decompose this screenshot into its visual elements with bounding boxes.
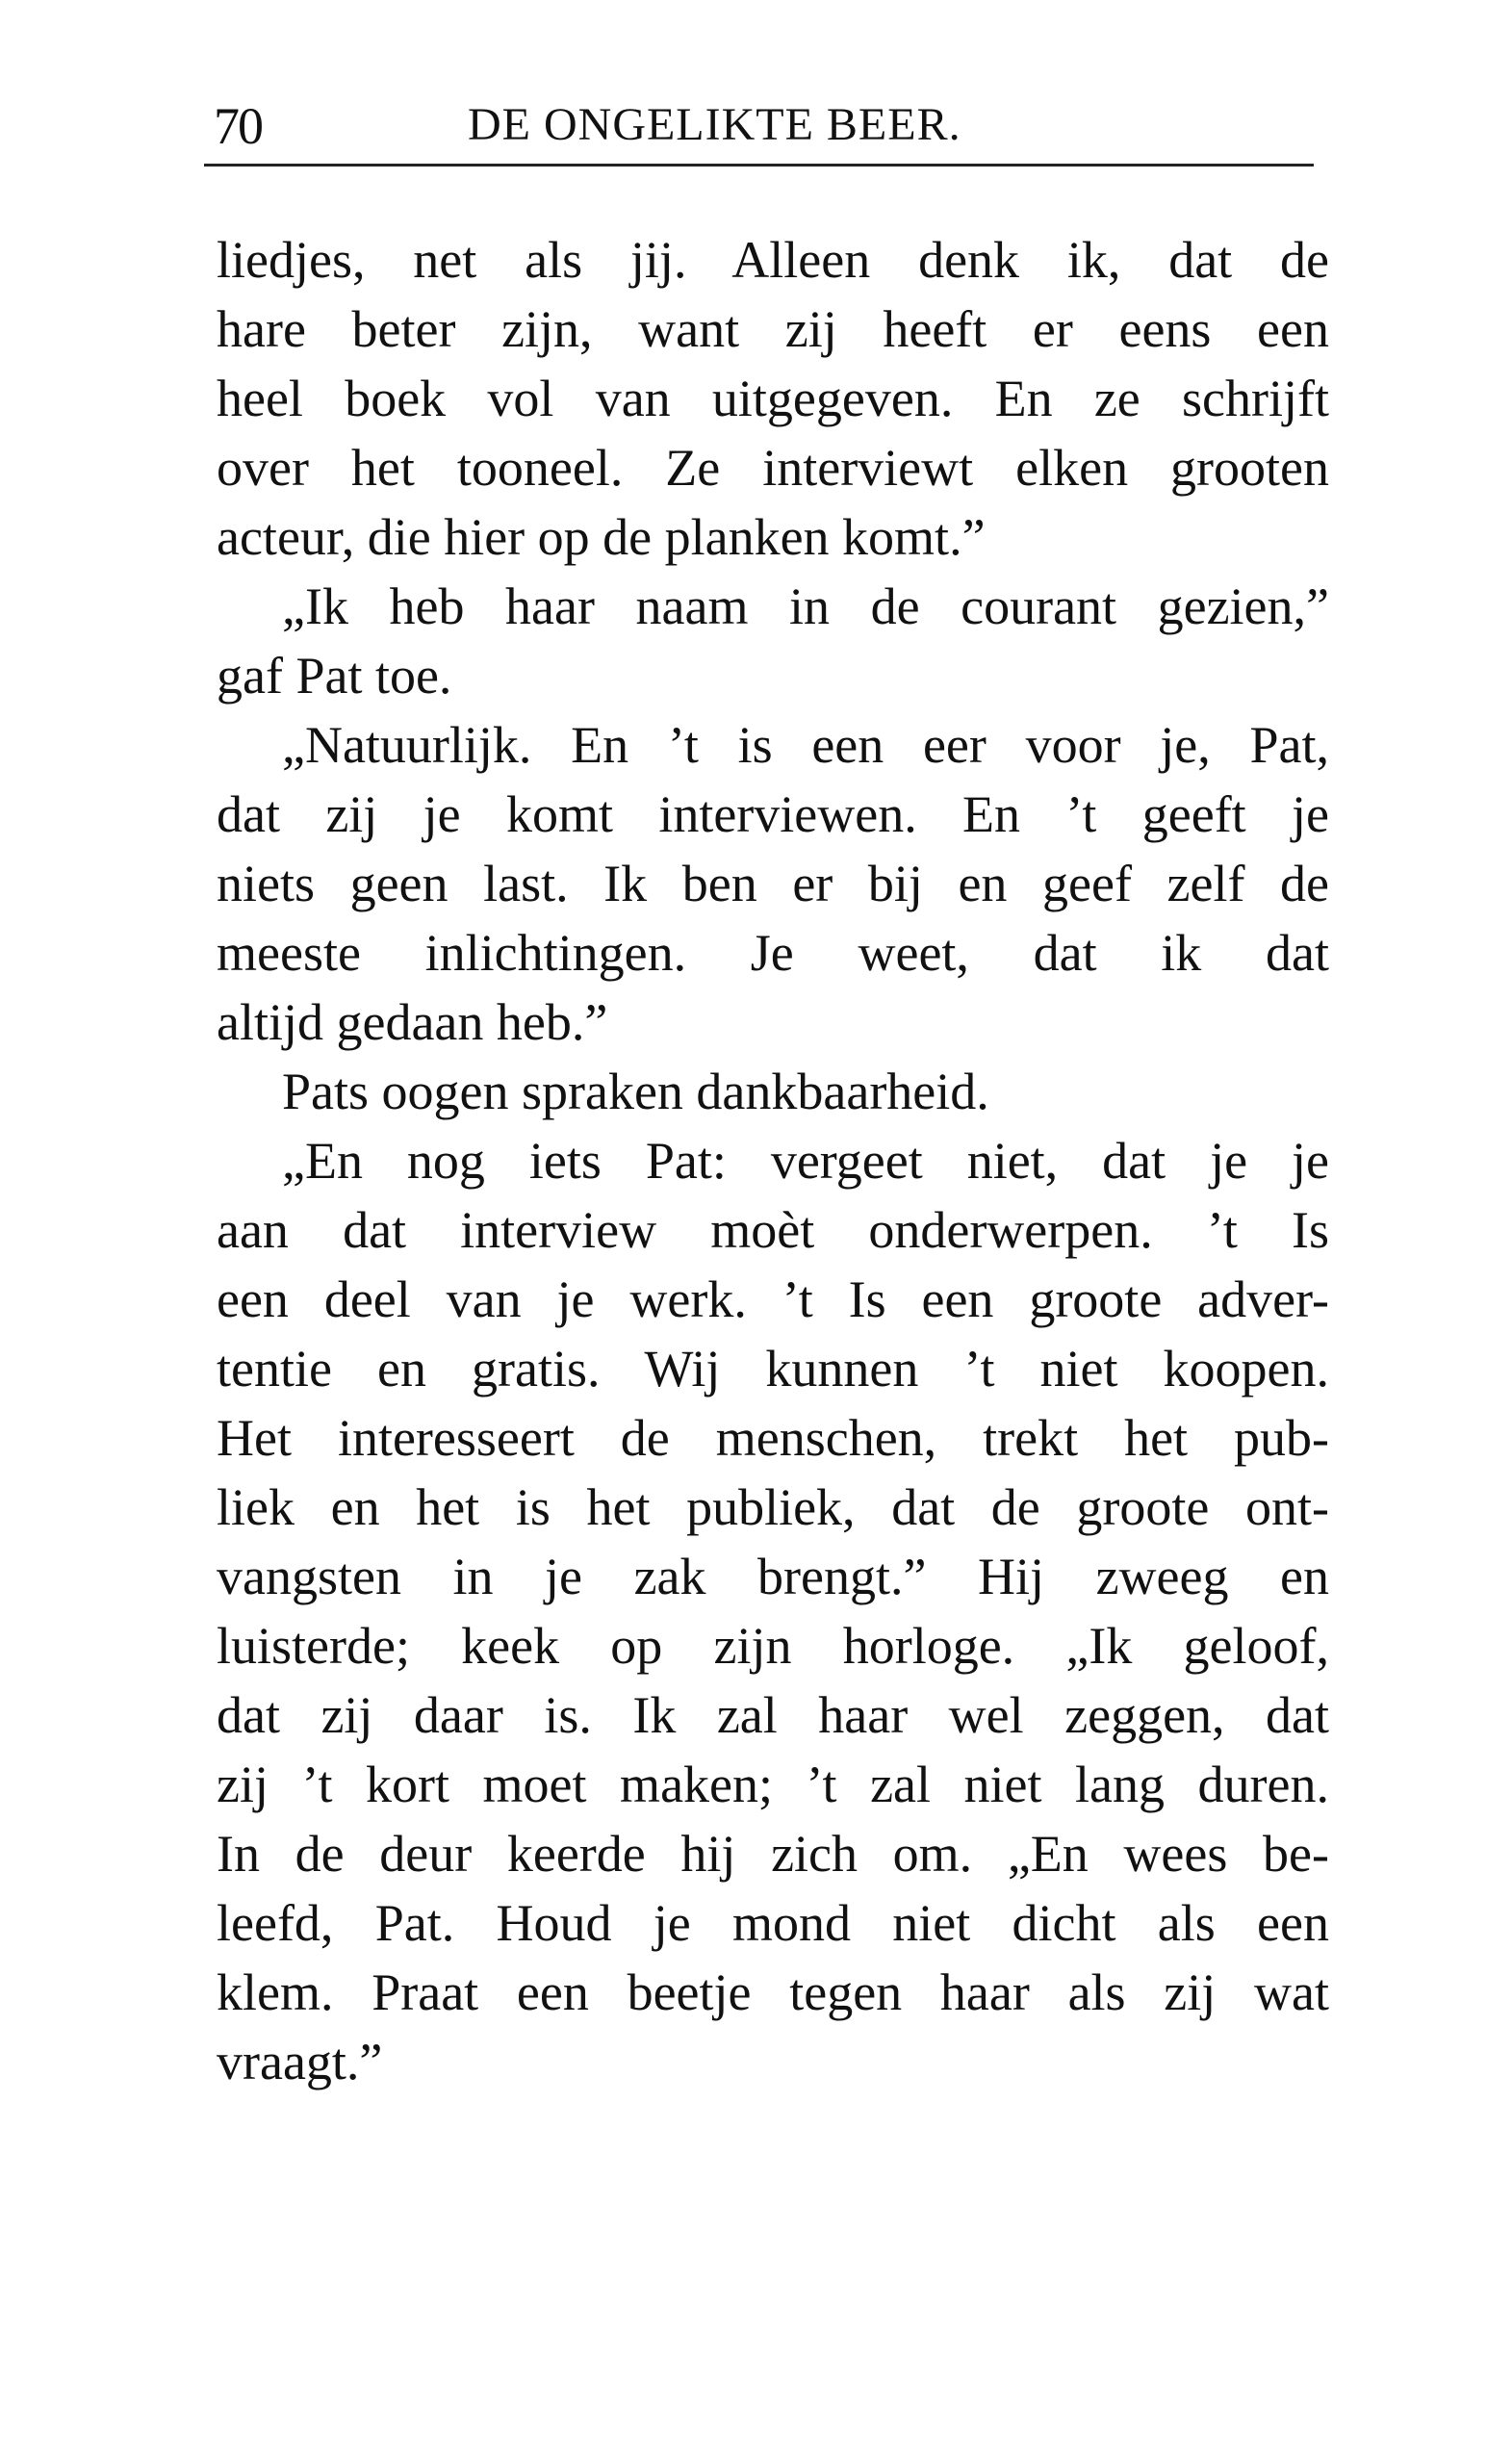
text-line: acteur, die hier op de planken komt.”	[217, 508, 986, 566]
text-line: liedjes, net als jij. Alleen denk ik, dat de	[217, 231, 1329, 289]
header-rule	[204, 164, 1314, 167]
text-line: zij ’t kort moet maken; ’t zal niet lang duren.	[217, 1756, 1329, 1813]
text-line: vangsten in je zak brengt.” Hij zweeg en	[217, 1548, 1329, 1605]
text-line: Pats oogen spraken dankbaarheid.	[282, 1063, 989, 1120]
text-line: klem. Praat een beetje tegen haar als zij wat	[217, 1963, 1329, 2021]
text-line: „En nog iets Pat: vergeet niet, dat je je	[282, 1132, 1329, 1190]
text-line: gaf Pat toe.	[217, 647, 452, 705]
text-line: dat zij je komt interviewen. En ’t geeft je	[217, 785, 1329, 843]
page-header	[214, 96, 1314, 154]
text-line: over het tooneel. Ze interviewt elken grooten	[217, 439, 1329, 497]
text-line: dat zij daar is. Ik zal haar wel zeggen, dat	[217, 1686, 1329, 1744]
text-line: hare beter zijn, want zij heeft er eens een	[217, 300, 1329, 358]
text-line: meeste inlichtingen. Je weet, dat ik dat	[217, 924, 1329, 982]
text-line: Het interesseert de menschen, trekt het pub-	[217, 1409, 1329, 1467]
text-line: niets geen last. Ik ben er bij en geef zelf de	[217, 855, 1329, 912]
page-number: 70	[214, 97, 262, 155]
running-title: DE ONGELIKTE BEER.	[468, 99, 961, 150]
text-line: leefd, Pat. Houd je mond niet dicht als een	[217, 1894, 1329, 1952]
text-line: liek en het is het publiek, dat de groote ont-	[217, 1478, 1329, 1536]
text-line: luisterde; keek op zijn horloge. „Ik geloof,	[217, 1617, 1329, 1675]
text-line: heel boek vol van uitgegeven. En ze schrijft	[217, 370, 1329, 427]
text-line: vraagt.”	[217, 2033, 383, 2090]
text-line: altijd gedaan heb.”	[217, 993, 608, 1051]
body-text	[217, 225, 1329, 2096]
text-line: tentie en gratis. Wij kunnen ’t niet koopen.	[217, 1340, 1329, 1398]
text-line: In de deur keerde hij zich om. „En wees be-	[217, 1825, 1329, 1883]
text-line: „Natuurlijk. En ’t is een eer voor je, Pat,	[282, 716, 1329, 774]
text-line: een deel van je werk. ’t Is een groote adver-	[217, 1270, 1329, 1328]
text-line: „Ik heb haar naam in de courant gezien,”	[282, 577, 1329, 635]
text-line: aan dat interview moèt onderwerpen. ’t Is	[217, 1201, 1329, 1259]
